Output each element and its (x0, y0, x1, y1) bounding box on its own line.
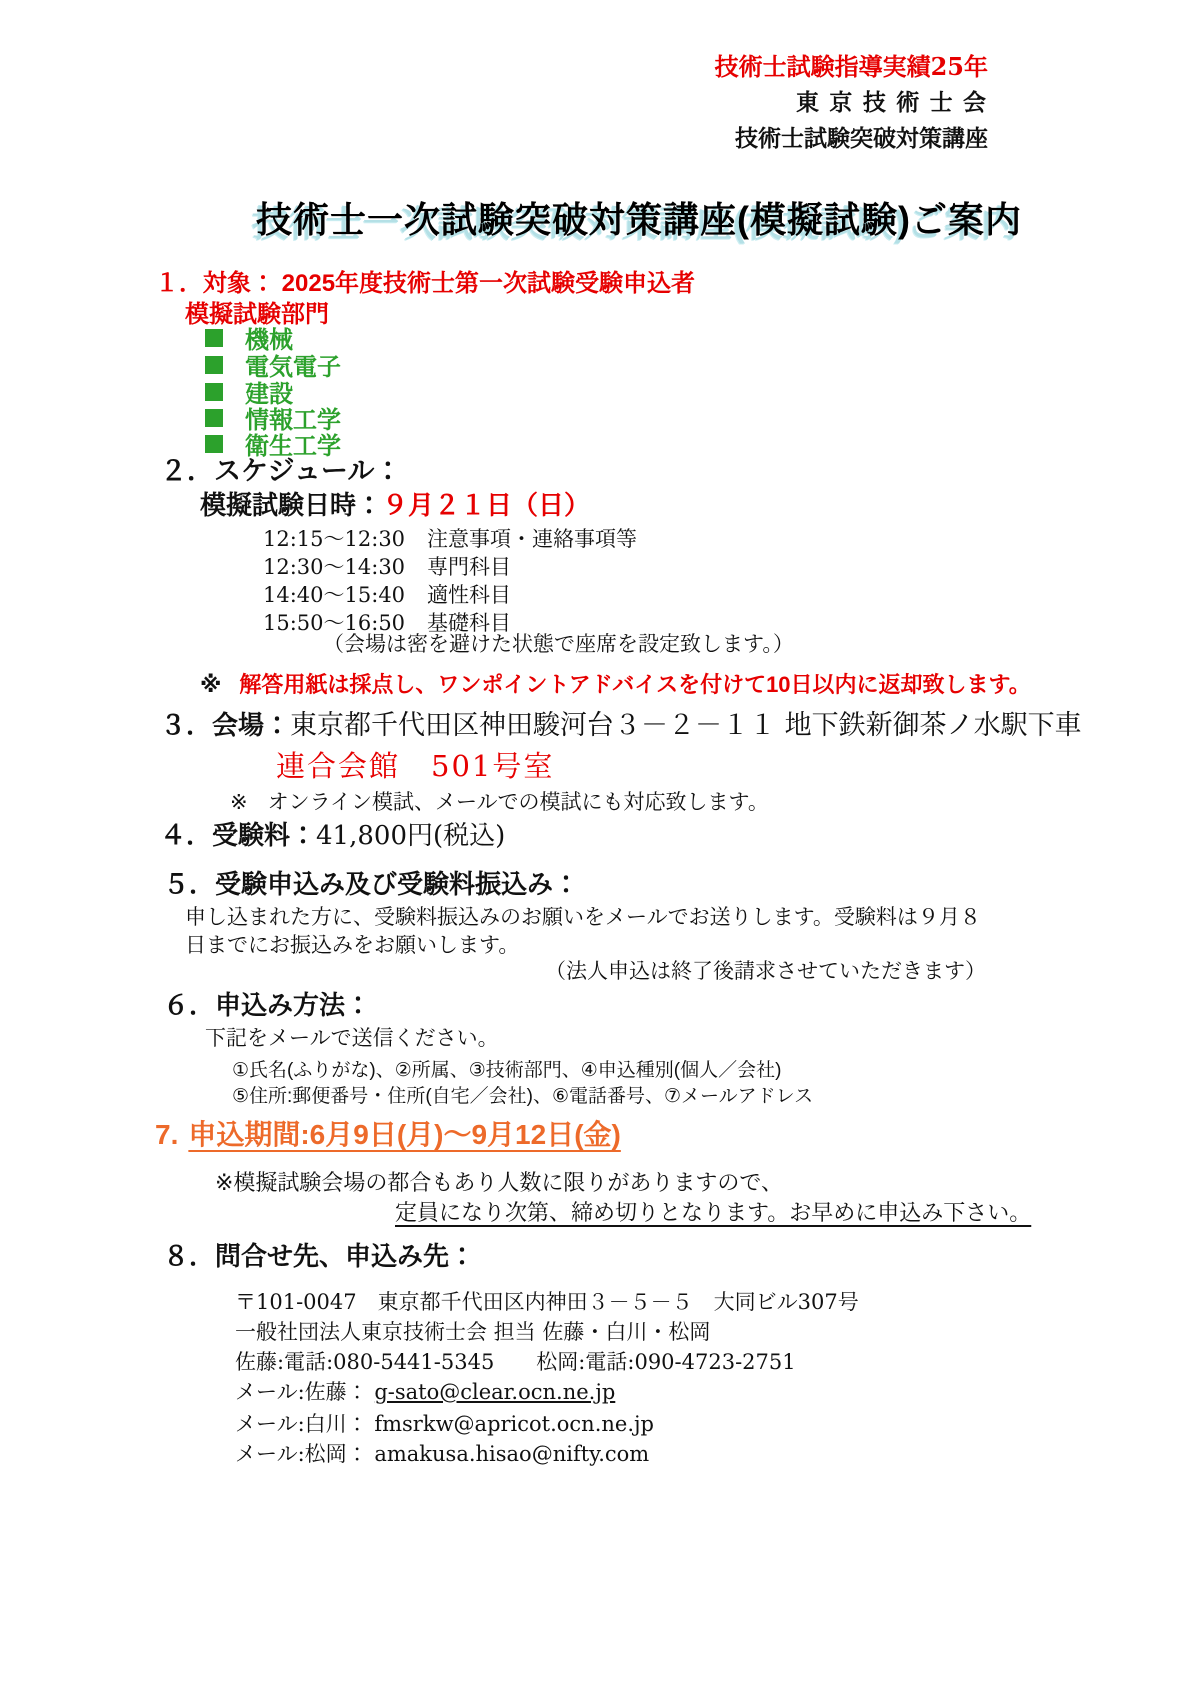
venue-seating-note: （会場は密を避けた状態で座席を設定致します。） (323, 632, 794, 656)
application-period-line (155, 1113, 621, 1153)
section6-heading: ６．申込み方法： (163, 990, 372, 1020)
exam-date-label: 模擬試験日時： (200, 490, 383, 520)
department-label: 情報工学 (245, 407, 341, 434)
section1-heading: １．対象： 2025年度技術士第一次試験受験申込者 (155, 270, 696, 297)
reference-mark: ※ (230, 790, 248, 814)
square-bullet-icon (205, 383, 223, 401)
payment-body-line1: 申し込まれた方に、受験料振込みのお願いをメールでお送りします。受験料は９月８ (185, 905, 981, 929)
email-value: amakusa.hisao@nifty.com (374, 1442, 650, 1466)
fee-line (160, 815, 505, 852)
section1-subheading: 模擬試験部門 (185, 301, 329, 328)
reference-mark: ※ (200, 672, 222, 697)
email-value: fmsrkw@apricot.ocn.ne.jp (374, 1412, 654, 1436)
contact-email-sato (235, 1376, 615, 1406)
contact-postal-address: 〒101-0047 東京都千代田区内神田３－５－５ 大同ビル307号 (235, 1290, 859, 1314)
contact-phones: 佐藤:電話:080-5441-5345 松岡:電話:090-4723-2751 (235, 1350, 796, 1374)
schedule-row (263, 579, 511, 609)
exam-date-value: ９月２１日（日） (382, 490, 591, 520)
application-items-line2: ⑤住所:郵便番号・住所(自宅／会社)、⑥電話番号、⑦メールアドレス (232, 1086, 814, 1107)
contact-organization: 一般社団法人東京技術士会 担当 佐藤・白川・松岡 (235, 1320, 711, 1344)
square-bullet-icon (205, 356, 223, 374)
exam-date-line (200, 485, 590, 522)
online-option-note (230, 786, 769, 816)
document-header (715, 50, 988, 156)
application-intro: 下記をメールで送信ください。 (205, 1026, 499, 1050)
corporate-application-note: （法人申込は終了後請求させていただきます） (545, 959, 986, 983)
department-label: 機械 (245, 327, 293, 354)
schedule-row (263, 523, 637, 553)
course-name: 技術士試験突破対策講座 (735, 125, 988, 151)
contact-email-shirakawa (235, 1408, 654, 1438)
venue-address: 東京都千代田区神田駿河台３－２－１１ 地下鉄新御茶ノ水駅下車 (290, 710, 1082, 741)
fee-amount: 41,800円(税込) (316, 821, 506, 851)
section7-number: 7. (155, 1119, 179, 1150)
square-bullet-icon (205, 329, 223, 347)
email-link-sato[interactable]: g-sato@clear.ocn.ne.jp (374, 1380, 616, 1404)
schedule-subject: 注意事項・連絡事項等 (427, 527, 638, 551)
application-period-text: 申込期間:6月9日(月)～9月12日(金) (188, 1119, 621, 1150)
email-label: メール:松岡： (235, 1442, 368, 1466)
contact-email-matsuoka (235, 1438, 649, 1468)
payment-body-line2: 日までにお振込みをお願いします。 (185, 933, 520, 957)
organization-name: 東 京 技 術 士 会 (796, 89, 988, 115)
schedule-subject: 適性科目 (427, 583, 512, 607)
venue-line (160, 703, 1082, 742)
venue-room: 連合会館 501号室 (276, 749, 555, 783)
section4-heading: ４．受験料： (160, 820, 317, 850)
square-bullet-icon (205, 409, 223, 427)
schedule-row (263, 551, 511, 581)
schedule-time: 12:15～12:30 (263, 527, 406, 551)
section8-heading: ８．問合せ先、申込み先： (163, 1241, 476, 1271)
section5-heading: ５．受験申込み及び受験料振込み： (163, 869, 580, 899)
schedule-subject: 専門科目 (427, 555, 512, 579)
department-label: 電気電子 (245, 354, 341, 381)
department-label: 衛生工学 (245, 433, 341, 460)
schedule-time: 12:30～14:30 (263, 555, 406, 579)
answer-return-text: 解答用紙は採点し、ワンポイントアドバイスを付けて10日以内に返却致します。 (239, 672, 1031, 697)
online-option-text: オンライン模試、メールでの模試にも対応致します。 (267, 790, 769, 814)
email-label: メール:佐藤： (235, 1380, 368, 1404)
schedule-time: 15:50～16:50 (263, 611, 406, 635)
capacity-note-line1: ※模擬試験会場の都合もあり人数に限りがありますので、 (215, 1170, 783, 1195)
page-title: 技術士一次試験突破対策講座(模擬試験)ご案内 (256, 199, 1022, 240)
schedule-subject: 基礎科目 (427, 611, 512, 635)
schedule-time: 14:40～15:40 (263, 583, 406, 607)
capacity-note-line2: 定員になり次第、締め切りとなります。お早めに申込み下さい。 (395, 1200, 1032, 1225)
application-items-line1: ①氏名(ふりがな)、②所属、③技術部門、④申込種別(個人／会社) (232, 1060, 782, 1081)
email-label: メール:白川： (235, 1412, 368, 1436)
section3-heading: ３．会場： (160, 710, 291, 740)
answer-return-note (200, 668, 1031, 699)
credential-line: 技術士試験指導実績25年 (714, 52, 988, 81)
department-label: 建設 (245, 381, 293, 408)
section2-heading: ２．スケジュール： (160, 456, 402, 486)
